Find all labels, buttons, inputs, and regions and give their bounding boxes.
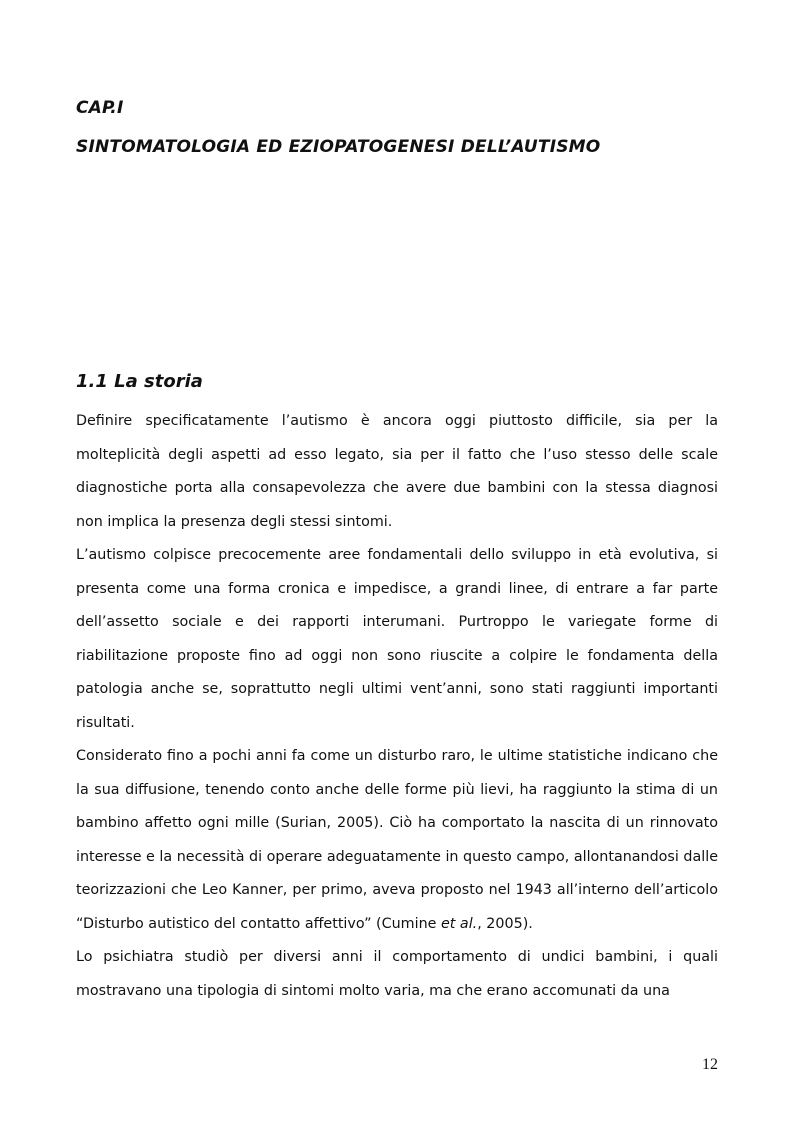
page-number: 12	[702, 1056, 718, 1073]
chapter-title: SINTOMATOLOGIA ED EZIOPATOGENESI DELL’AUTISMO	[76, 137, 601, 157]
paragraph-3-text-start: Considerato fino a pochi anni fa come un disturbo raro, le ultime statistiche indicano che la sua diffusione, tenendo conto anche delle forme più lievi, ha raggiunto la stima di un bambino affetto ogni mille (Surian, 2005). Ciò ha comportato la nascita di un rinnovato interesse e la necessità di operare adeguatamente in questo campo, allontanandosi dalle teorizzazioni che Leo Kanner, per primo, aveva proposto nel 1943 all’interno dell’articolo “Disturbo autistico del contatto affettivo” (Cumine	[76, 748, 718, 932]
section-heading: 1.1 La storia	[76, 371, 203, 392]
body-text	[76, 405, 718, 1008]
paragraph-4: Lo psichiatra studiò per diversi anni il comportamento di undici bambini, i quali mostravano una tipologia di sintomi molto varia, ma che erano accomunati da una	[76, 949, 718, 999]
paragraph-2: L’autismo colpisce precocemente aree fondamentali dello sviluppo in età evolutiva, si presenta come una forma cronica e impedisce, a grandi linee, di entrare a far parte dell’assetto sociale e dei rapporti interumani. Purtroppo le variegate forme di riabilitazione proposte fino ad oggi non sono riuscite a colpire le fondamenta della patologia anche se, soprattutto negli ultimi vent’anni, sono stati raggiunti importanti risultati.	[76, 547, 718, 731]
paragraph-3	[76, 740, 718, 941]
paragraph-3-text-end: , 2005).	[477, 915, 533, 932]
paragraph-1: Definire specificatamente l’autismo è ancora oggi piuttosto difficile, sia per la molteplicità degli aspetti ad esso legato, sia per il fatto che l’uso stesso delle scale diagnostiche porta alla consapevolezza che avere due bambini con la stessa diagnosi non implica la presenza degli stessi sintomi.	[76, 413, 718, 530]
et-al-citation: et al.	[440, 915, 478, 932]
chapter-label: CAP.I	[76, 98, 124, 118]
